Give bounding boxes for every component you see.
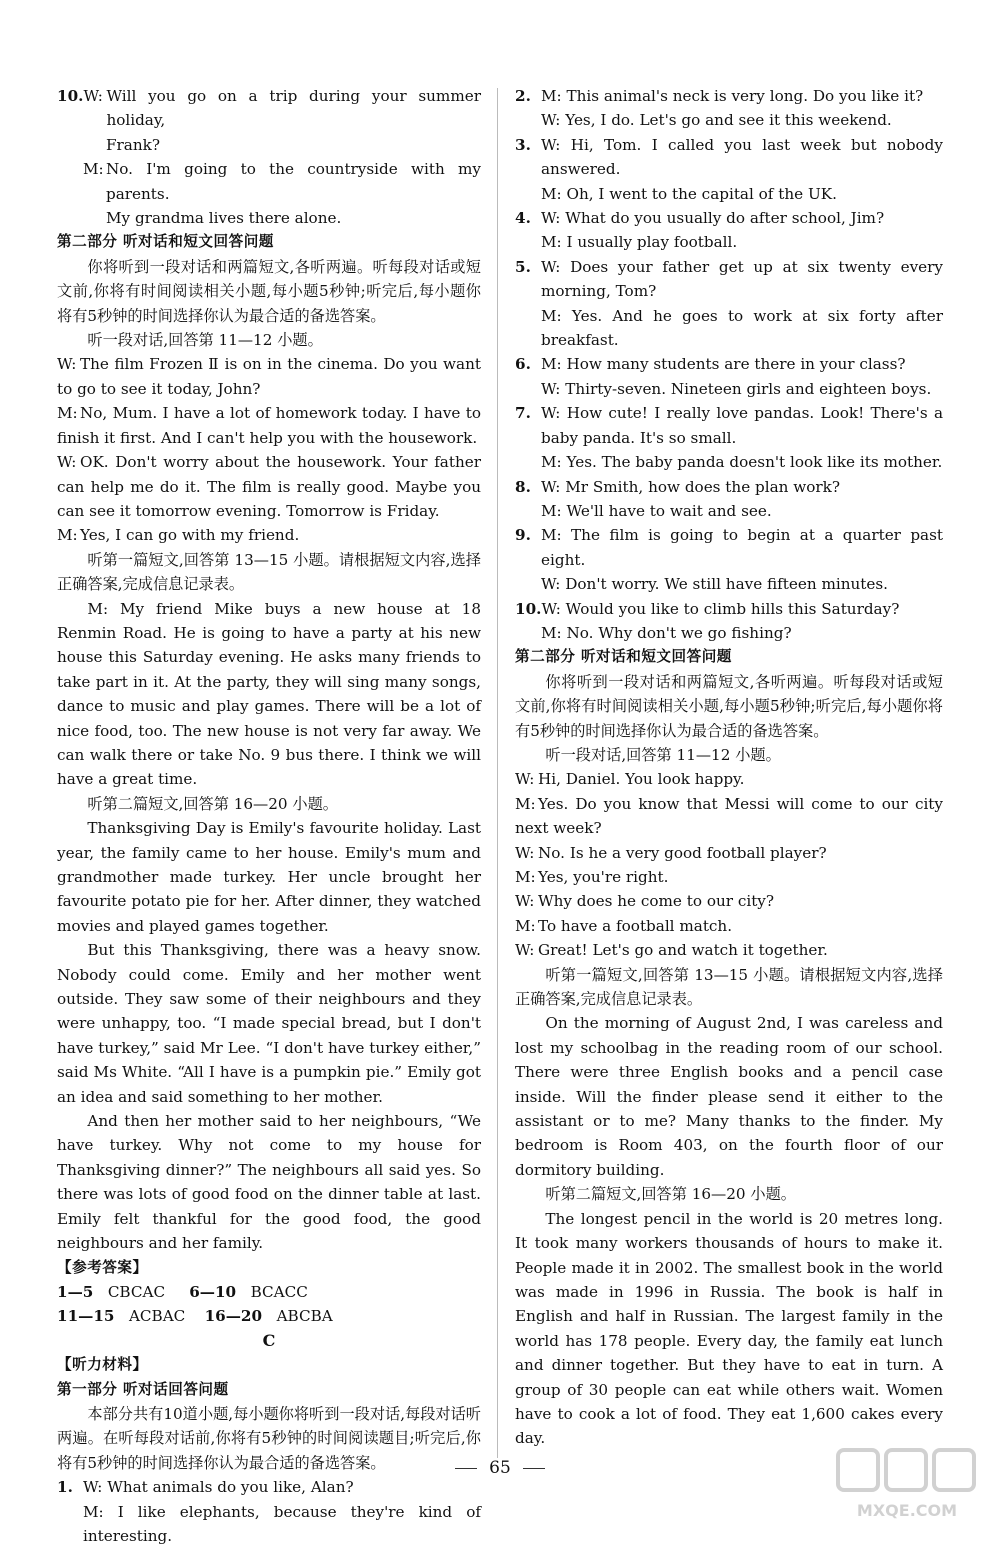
question-1-reply (57, 1500, 481, 1548)
question-number: 9. (515, 526, 531, 545)
speaker-label: M: (57, 404, 78, 423)
speaker-label: W: (515, 770, 535, 789)
question-reply (515, 230, 943, 254)
question-number: 10. (515, 599, 542, 618)
speaker-label: M: (57, 526, 78, 545)
question-number: 8. (515, 477, 531, 496)
passage-paragraph: Thanksgiving Day is Emily's favourite holiday. Last year, the family came to her house. Emily's mum and grandmother made turkey. Her uncle brought her favourite potato pie for her. After dinner, they watched movies and played games together. (57, 819, 481, 935)
right-column (515, 84, 943, 1451)
dialog-line: W: Mr Smith, how does the plan work? (541, 477, 840, 496)
dialog-text: To have a football match. (538, 916, 733, 935)
dialog-text: No. Is he a very good football player? (538, 843, 827, 862)
dialog-text: No, Mum. I have a lot of homework today. I have to finish it first. And I can't help you with the housework. (57, 404, 481, 447)
instructions: 你将听到一段对话和两篇短文,各听两遍。听每段对话或短文前,你将有时间阅读相关小题,每小题5秒钟;听完后,每小题你将有5秒钟的时间选择你认为最合适的备选答案。 (57, 257, 481, 325)
speaker-label: M: (515, 794, 536, 813)
dialog-line (57, 450, 481, 523)
dialog-line (515, 865, 943, 889)
question-1 (57, 1475, 481, 1499)
answer-row (57, 1280, 481, 1304)
dialog-line: M: Yes. And he goes to work at six forty after breakfast. (541, 306, 943, 350)
dialog-line (57, 401, 481, 450)
question-7 (515, 401, 943, 450)
question-reply (515, 304, 943, 353)
dialog-line (57, 352, 481, 401)
dialog-intro: 听一段对话,回答第 11—12 小题。 (87, 331, 323, 350)
dialog-text: The film Frozen Ⅱ is on in the cinema. Do you want to go to see it today, John? (57, 355, 481, 398)
speaker-label: W: (57, 453, 77, 472)
passage-text: On the morning of August 2nd, I was careless and lost my schoolbag in the reading room of our school. There were three English books and a pencil case inside. Will the finder please send it either to the assistant or to me? Many thanks to the finder. My bedroom is Room 403, on the fourth floor of our dormitory building. (515, 1014, 943, 1179)
section-heading: 第一部分 听对话回答问题 (57, 1380, 229, 1398)
answer-key: CBCAC (107, 1282, 166, 1301)
section-heading: 第二部分 听对话和短文回答问题 (57, 233, 274, 251)
dialog-line (515, 938, 943, 962)
dialog-text: Hi, Daniel. You look happy. (538, 770, 745, 789)
instructions: 本部分共有10道小题,每小题你将听到一段对话,每段对话听两遍。在听每段对话前,你将有5秒钟的时间阅读题目;听完后,你将有5秒钟的时间选择你认为最合适的备选答案。 (57, 1404, 481, 1472)
dialog-line: M: We'll have to wait and see. (541, 501, 772, 520)
dialog-line (515, 767, 943, 791)
dialog-line: M: Yes. The baby panda doesn't look like its mother. (541, 453, 943, 472)
watermark-text: MXQE.COM (856, 1501, 958, 1520)
answer-row (57, 1304, 481, 1328)
dialog-line: M: This animal's neck is very long. Do you like it? (541, 87, 924, 105)
answer-range: 1—5 (57, 1282, 94, 1301)
dialog-line: W: Yes, I do. Let's go and see it this weekend. (541, 111, 892, 130)
dialog-line: Will you go on a trip during your summer holiday, (106, 87, 481, 130)
question-number: 10. (57, 87, 84, 105)
question-reply (515, 450, 943, 474)
dialog-line: M: No. Why don't we go fishing? (541, 623, 792, 642)
page-number-text: 65 (489, 1458, 511, 1478)
dialog-line (515, 792, 943, 841)
speaker-label: M: (515, 868, 536, 886)
question-number: 5. (515, 257, 531, 276)
speaker-label: W: (83, 87, 103, 105)
dialog-line: M: How many students are there in your class? (541, 355, 906, 374)
dash-left (455, 1468, 477, 1469)
question-10 (57, 84, 481, 133)
question-2 (515, 84, 943, 108)
speaker-label: M: (83, 160, 104, 179)
question-reply (515, 572, 943, 596)
dialog-line: M: The film is going to begin at a quarter past eight. (541, 526, 943, 569)
question-number: 1. (57, 1478, 73, 1497)
dialog-text: OK. Don't worry about the housework. Your father can help me do it. The film is really good. Maybe you can see it tomorrow evening. Tomorrow is Friday. (57, 453, 481, 520)
question-10 (515, 597, 943, 621)
answer-key: ACBAC (128, 1307, 186, 1326)
passage-intro: 听第二篇短文,回答第 16—20 小题。 (545, 1185, 796, 1204)
instructions: 你将听到一段对话和两篇短文,各听两遍。听每段对话或短文前,你将有时间阅读相关小题,每小题5秒钟;听完后,每小题你将有5秒钟的时间选择你认为最合适的备选答案。 (515, 672, 943, 740)
answer-range: 11—15 (57, 1307, 115, 1326)
passage-intro: 听第一篇短文,回答第 13—15 小题。请根据短文内容,选择正确答案,完成信息记录表。 (57, 550, 481, 594)
question-4 (515, 206, 943, 230)
answers-heading: 【参考答案】 (57, 1258, 148, 1276)
dialog-line: W: Don't worry. We still have fifteen minutes. (541, 575, 889, 594)
speaker-label: W: (57, 355, 77, 374)
passage-intro: 听第二篇短文,回答第 16—20 小题。 (87, 794, 338, 813)
question-number: 3. (515, 135, 531, 154)
question-reply (515, 621, 943, 645)
dialog-line: My grandma lives there alone. (106, 209, 342, 228)
dialog-line: Frank? (106, 135, 160, 154)
passage-text: The longest pencil in the world is 20 metres long. It took many workers thousands of hours to make it. People made it in 2002. The smallest book in the world was made in 1996 in Russia. The book is half in English and half in Russian. The largest family in the world has 178 people. Every day, the family eat lunch and dinner together. But they have to eat in turn. A group of 30 people can eat while others wait. Women have to cook a lot of food. They eat 1,600 cakes every day. (515, 1209, 943, 1448)
question-10-reply (57, 157, 481, 206)
passage-paragraph: And then her mother said to her neighbours, “We have turkey. Why not come to my house for Thanksgiving dinner?” The neighbours all said yes. So there was lots of good food on the dinner table at last. Emily felt thankful for the good food, the good neighbours and her family. (57, 1112, 481, 1253)
answer-key: BCACC (250, 1282, 308, 1301)
question-9 (515, 523, 943, 572)
dialog-line: W: Thirty-seven. Nineteen girls and eighteen boys. (541, 379, 932, 398)
passage-paragraph: But this Thanksgiving, there was a heavy snow. Nobody could come. Emily and her mother went outside. They saw some of their neighbours and they were unhappy, too. “I made special bread, but I don't have turkey,” said Mr Lee. “I don't have turkey either,” said Ms White. “All I have is a pumpkin pie.” Emily got an idea and said something to her mother. (57, 941, 481, 1106)
question-number: 6. (515, 355, 531, 374)
passage-intro: 听第一篇短文,回答第 13—15 小题。请根据短文内容,选择正确答案,完成信息记录表。 (515, 965, 943, 1009)
passage-text: M: My friend Mike buys a new house at 18 Renmin Road. He is going to have a party at his new house this Saturday evening. He asks many friends to take part in it. At the party, they will sing many songs, dance to music and play games. There will be a lot of nice food, too. The new house is not very far away. We can walk there or take No. 9 bus there. I think we will have a great time. (57, 599, 481, 789)
question-reply (515, 377, 943, 401)
dialog-line (57, 523, 481, 547)
question-8 (515, 475, 943, 499)
dialog-line: W: What animals do you like, Alan? (83, 1478, 354, 1497)
dialog-text: Why does he come to our city? (538, 892, 775, 911)
question-reply (515, 182, 943, 206)
answer-range: 16—20 (204, 1307, 263, 1326)
dialog-intro: 听一段对话,回答第 11—12 小题。 (545, 745, 781, 764)
dialog-line: W: Does your father get up at six twenty every morning, Tom? (541, 257, 943, 301)
speaker-label: W: (515, 843, 535, 862)
speaker-label: W: (515, 941, 535, 960)
section-letter: C (262, 1330, 276, 1350)
question-number: 2. (515, 87, 531, 105)
material-heading: 【听力材料】 (57, 1356, 148, 1374)
question-3 (515, 133, 943, 182)
dialog-line: No. I'm going to the countryside with my parents. (106, 160, 481, 203)
dialog-line (515, 914, 943, 938)
dialog-line: M: I like elephants, because they're kind of interesting. (83, 1502, 481, 1545)
question-reply (515, 499, 943, 523)
dialog-text: Great! Let's go and watch it together. (538, 941, 828, 960)
question-list (515, 84, 943, 645)
watermark-logo (832, 1444, 982, 1524)
question-number: 7. (515, 404, 531, 423)
speaker-label: W: (515, 892, 535, 911)
dialog-text: Yes. Do you know that Messi will come to our city next week? (515, 794, 943, 838)
dialog-line: M: Oh, I went to the capital of the UK. (541, 184, 837, 203)
dialog-line: W: What do you usually do after school, Jim? (541, 209, 885, 228)
dialog-line: W: Hi, Tom. I called you last week but nobody answered. (541, 135, 943, 179)
dialog-line (515, 841, 943, 865)
dialog-line: W: Would you like to climb hills this Saturday? (541, 599, 900, 618)
dialog-text: Yes, I can go with my friend. (80, 526, 300, 545)
speaker-label: M: (515, 916, 536, 935)
question-reply (515, 108, 943, 132)
question-number: 4. (515, 209, 531, 228)
dialog (515, 767, 943, 962)
dash-right (523, 1468, 545, 1469)
dialog-line: M: I usually play football. (541, 233, 738, 252)
dialog-line (515, 889, 943, 913)
question-5 (515, 255, 943, 304)
answer-key: ABCBA (276, 1307, 333, 1326)
dialog-line: W: How cute! I really love pandas. Look! There's a baby panda. It's so small. (541, 404, 943, 447)
answer-range: 6—10 (189, 1282, 237, 1301)
question-6 (515, 352, 943, 376)
section-heading: 第二部分 听对话和短文回答问题 (515, 648, 732, 666)
column-divider (497, 88, 498, 1458)
left-column (57, 84, 481, 1548)
dialog-text: Yes, you're right. (538, 868, 669, 886)
